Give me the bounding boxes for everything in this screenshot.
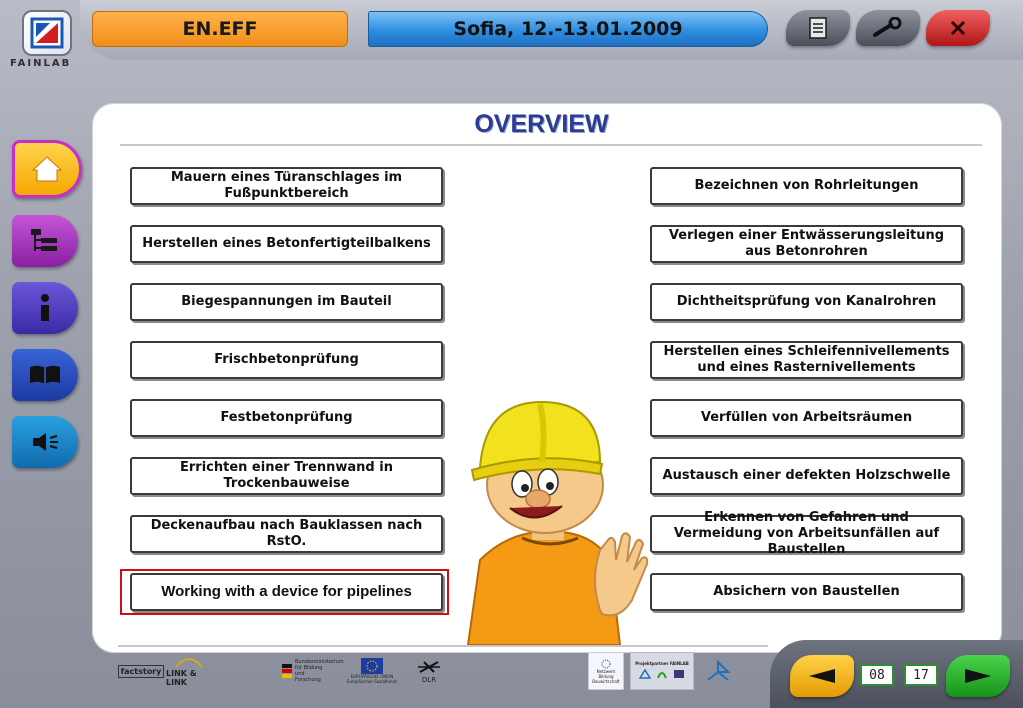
sponsor-logo-bmbf	[282, 652, 344, 690]
topic-button-right-2[interactable]: Verlegen einer Entwässerungsleitung aus Betonrohren	[650, 225, 963, 263]
project-title: EN.EFF	[92, 11, 348, 47]
sponsor-logo-text: Projektpartner FAINLAB	[635, 660, 689, 666]
document-button[interactable]	[786, 10, 850, 46]
construction-worker-mascot	[450, 400, 650, 645]
topic-button-left-3[interactable]: Biegespannungen im Bauteil	[130, 283, 443, 321]
topic-button-right-7[interactable]: Erkennen von Gefahren und Vermeidung von Arbeitsunfällen auf Baustellen	[650, 515, 963, 553]
topic-button-left-5[interactable]: Festbetonprüfung	[130, 399, 443, 437]
topic-button-right-6[interactable]: Austausch einer defekten Holzschwelle	[650, 457, 963, 495]
topic-button-left-4[interactable]: Frischbetonprüfung	[130, 341, 443, 379]
sponsor-logo-text: DLR	[421, 676, 437, 684]
topic-button-right-5[interactable]: Verfüllen von Arbeitsräumen	[650, 399, 963, 437]
footer-divider	[118, 645, 768, 647]
close-button[interactable]	[926, 10, 990, 46]
eu-flag-icon	[361, 658, 383, 674]
arrow-right-icon	[963, 667, 993, 685]
sidebar-item-info[interactable]	[12, 282, 78, 334]
topic-button-left-6[interactable]: Errichten einer Trennwand in Trockenbauweise	[130, 457, 443, 495]
sponsor-logo-eu	[346, 652, 398, 690]
topic-button-left-7[interactable]: Deckenaufbau nach Bauklassen nach RstO.	[130, 515, 443, 553]
sponsor-logo-text: factstory	[118, 665, 165, 678]
partner-icons	[636, 666, 688, 682]
fainlab-logo	[22, 10, 72, 56]
current-page-number: 08	[860, 664, 894, 686]
previous-page-button[interactable]	[790, 655, 854, 697]
sponsor-logo-partner	[700, 652, 736, 690]
dlr-logo-icon	[416, 658, 442, 676]
brand-name: FAINLAB	[10, 58, 72, 69]
sidebar-item-audio[interactable]	[12, 416, 78, 468]
federal-eagle-icon	[282, 664, 292, 678]
logo-mark-icon	[30, 17, 64, 49]
event-title: Sofia, 12.-13.01.2009	[368, 11, 768, 47]
info-icon	[36, 293, 54, 323]
wrench-icon	[871, 17, 905, 39]
tree-icon	[29, 227, 61, 255]
topic-button-right-1[interactable]: Bezeichnen von Rohrleitungen	[650, 167, 963, 205]
sponsor-logo-text: EUROPÄISCHE UNION Europäischer Sozialfonds	[346, 674, 398, 684]
arrow-left-icon	[807, 667, 837, 685]
sponsor-logo-link-and-link	[166, 652, 212, 690]
sponsor-logo-projektpartner	[630, 652, 694, 690]
next-page-button[interactable]	[946, 655, 1010, 697]
sponsor-logo-text: Netzwerk Bildung Bauwirtschaft	[592, 668, 620, 684]
sponsor-logo-netzwerk	[588, 652, 624, 690]
link-arc-icon	[172, 655, 206, 669]
stars-icon	[599, 659, 613, 669]
sidebar-item-glossary[interactable]	[12, 349, 78, 401]
sidebar-item-structure[interactable]	[12, 215, 78, 267]
partner-logo-icon	[705, 659, 731, 683]
book-icon	[28, 363, 62, 387]
sponsor-logo-text: LINK & LINK	[166, 669, 197, 687]
topic-button-left-8[interactable]: Working with a device for pipelines	[130, 573, 443, 611]
topic-button-left-1[interactable]: Mauern eines Türanschlages im Fußpunktbereich	[130, 167, 443, 205]
document-icon	[807, 16, 829, 40]
total-page-number: 17	[904, 664, 938, 686]
page-title: OVERVIEW	[474, 110, 609, 138]
sponsor-logo-factstory	[120, 652, 162, 690]
sidebar-item-home[interactable]	[12, 140, 82, 198]
topic-button-right-4[interactable]: Herstellen eines Schleifennivellements und eines Rasternivellements	[650, 341, 963, 379]
settings-button[interactable]	[856, 10, 920, 46]
topic-button-right-8[interactable]: Absichern von Baustellen	[650, 573, 963, 611]
speaker-icon	[30, 430, 60, 454]
title-divider	[120, 144, 982, 146]
close-icon	[948, 18, 968, 38]
sponsor-logo-dlr	[412, 652, 446, 690]
topic-button-left-2[interactable]: Herstellen eines Betonfertigteilbalkens	[130, 225, 443, 263]
sponsor-logo-text: Bundesministerium für Bildung und Forschung	[295, 659, 344, 683]
topic-button-right-3[interactable]: Dichtheitsprüfung von Kanalrohren	[650, 283, 963, 321]
house-icon	[30, 154, 64, 184]
